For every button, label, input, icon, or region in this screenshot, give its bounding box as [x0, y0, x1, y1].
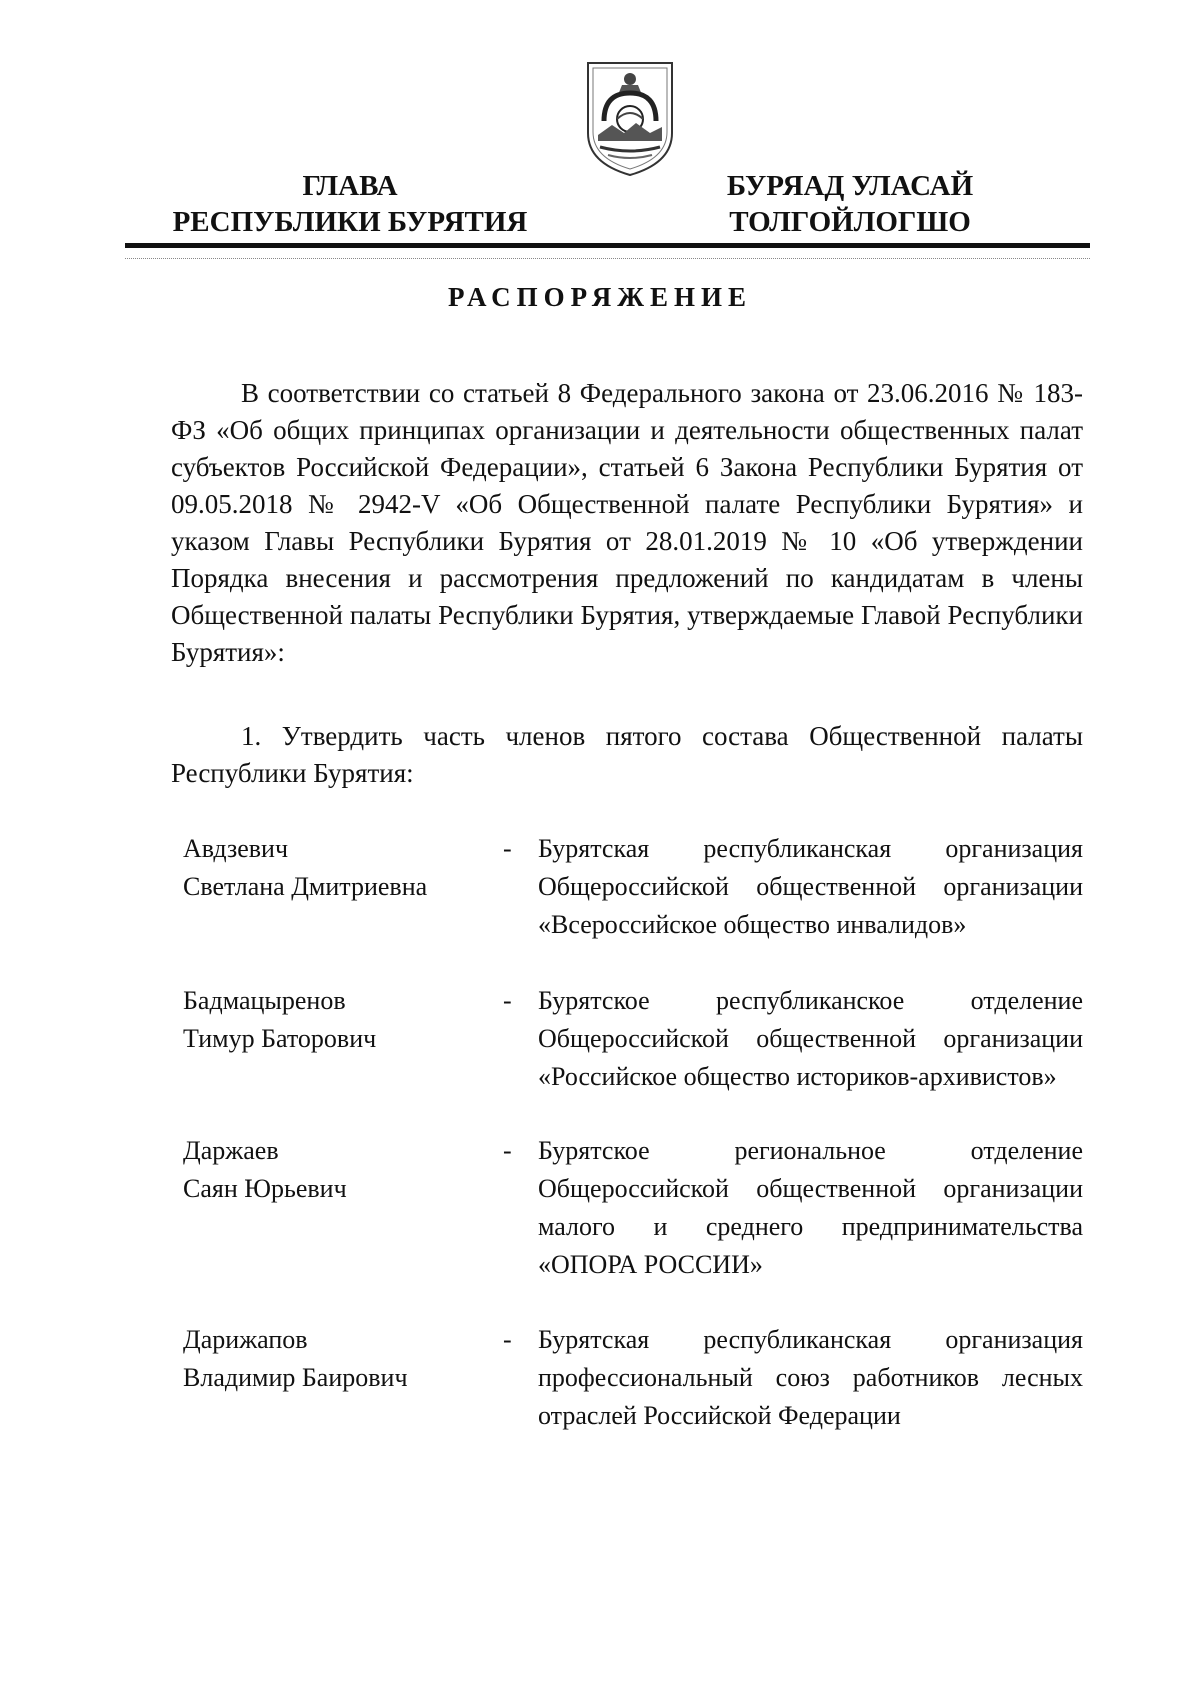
coat-of-arms-icon — [580, 55, 680, 180]
member-surname: Даржаев — [183, 1136, 279, 1165]
document-type-title: РАСПОРЯЖЕНИЕ — [447, 282, 753, 312]
separator-dash: - — [503, 1136, 512, 1165]
header-divider-thin — [125, 258, 1090, 259]
member-organization: Бурятское региональное отделение Общероссийской общественной организации малого и среднего предпринимательства «ОПОРА РОССИИ» — [538, 1136, 1083, 1279]
item-1-paragraph: 1. Утвердить часть членов пятого состава Общественной палаты Республики Бурятия: — [171, 721, 1083, 788]
member-given-name: Тимур Баторович — [183, 1024, 377, 1053]
member-surname: Бадмацыренов — [183, 986, 346, 1015]
issuer-line-1: ГЛАВА — [302, 170, 398, 202]
member-given-name: Светлана Дмитриевна — [183, 872, 428, 901]
issuer-name-russian — [150, 168, 550, 240]
member-given-name: Саян Юрьевич — [183, 1174, 347, 1203]
header-divider — [125, 243, 1090, 248]
member-organization: Бурятская республиканская организация Общероссийской общественной организации «Всероссийское общество инвалидов» — [538, 834, 1083, 939]
member-name — [183, 830, 483, 906]
issuer-name-buryat — [680, 168, 1020, 240]
separator-dash: - — [503, 834, 512, 863]
member-organization: Бурятское республиканское отделение Общероссийской общественной организации «Российское общество историков-архивистов» — [538, 986, 1083, 1091]
member-organization: Бурятская республиканская организация профессиональный союз работников лесных отраслей Российской Федерации — [538, 1325, 1083, 1430]
issuer-line-2: РЕСПУБЛИКИ БУРЯТИЯ — [172, 206, 528, 238]
issuer-buryat-line-1: БУРЯАД УЛАСАЙ — [726, 170, 974, 202]
member-name — [183, 1132, 483, 1208]
member-name — [183, 1321, 483, 1397]
separator-dash: - — [503, 986, 512, 1015]
member-name — [183, 982, 483, 1058]
preamble-paragraph: В соответствии со статьей 8 Федерального закона от 23.06.2016 № 183-ФЗ «Об общих принципах организации и деятельности общественных палат субъектов Российской Федерации», статьей 6 Закона Республики Бурятия от 09.05.2018 № 2942-V «Об Общественной палате Республики Бурятия» и указом Главы Республики Бурятия от 28.01.2019 № 10 «Об утверждении Порядка внесения и рассмотрения предложений по кандидатам в члены Общественной палаты Республики Бурятия, утверждаемые Главой Республики Бурятия»: — [171, 378, 1083, 667]
member-surname: Авдзевич — [183, 834, 289, 863]
member-given-name: Владимир Баирович — [183, 1363, 408, 1392]
member-surname: Дарижапов — [183, 1325, 308, 1354]
separator-dash: - — [503, 1325, 512, 1354]
issuer-buryat-line-2: ТОЛГОЙЛОГШО — [729, 206, 971, 238]
